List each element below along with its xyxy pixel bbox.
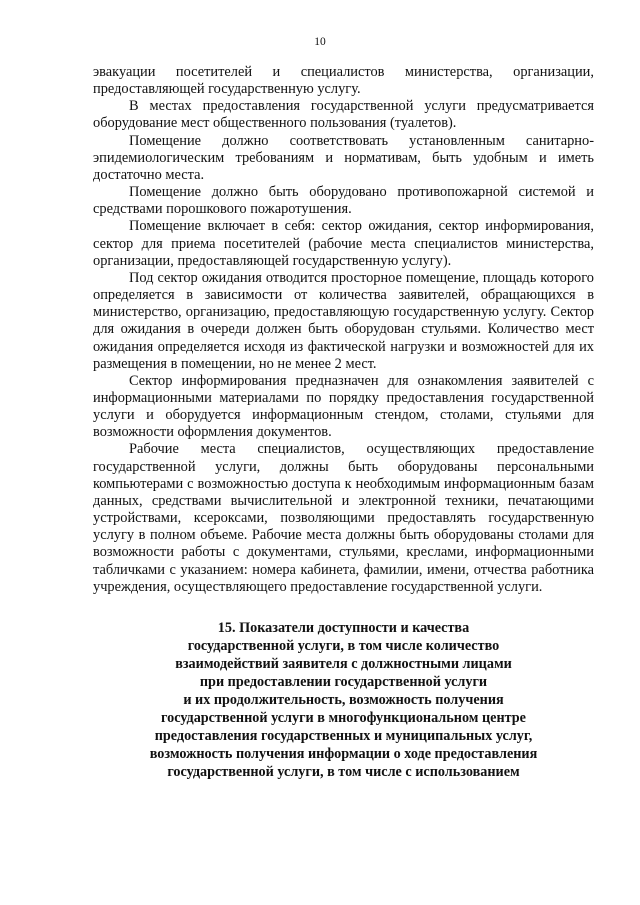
paragraph: Рабочие места специалистов, осуществляющих предоставление государственной услуги, должны быть оборудованы персональными компьютерами с возможностью доступа к необходимым информационным базам данных, средствами вычислительной и электронной техники, печатающими устройствами, ксероксами, позволяющими предоставлять государственную услугу в полном объеме. Рабочие места должны быть оборудованы столами для возможности работы с документами, стульями, креслами, информационными табличками с указанием: номера кабинета, фамилии, имени, отчества работника учреждения, осуществляющего предоставление государственной услуги.: [93, 441, 594, 595]
heading-line: государственной услуги, в том числе с использованием: [167, 763, 520, 780]
page-number: 10: [314, 36, 326, 48]
heading-line: предоставления государственных и муниципальных услуг,: [154, 727, 533, 744]
heading-line: при предоставлении государственной услуги: [199, 673, 488, 690]
document-body: [93, 64, 594, 781]
paragraph: В местах предоставления государственной услуги предусматривается оборудование мест общественного пользования (туалетов).: [93, 98, 594, 132]
section-heading: [93, 619, 594, 781]
heading-line: государственной услуги в многофункциональном центре: [161, 709, 526, 726]
heading-line: возможность получения информации о ходе предоставления: [149, 745, 538, 762]
paragraph: Под сектор ожидания отводится просторное помещение, площадь которого определяется в зависимости от количества заявителей, обращающихся в министерство, организацию, предоставляющую государственную услугу. Сектор для ожидания в очереди должен быть оборудован стульями. Количество мест ожидания определяется исходя из фактической нагрузки и возможностей для их размещения в помещении, но не менее 2 мест.: [93, 269, 594, 372]
paragraph: Помещение включает в себя: сектор ожидания, сектор информирования, сектор для приема посетителей (рабочие места специалистов министерства, организации, предоставляющей государственную услугу).: [93, 218, 594, 269]
paragraph: Помещение должно быть оборудовано противопожарной системой и средствами порошкового пожаротушения.: [93, 184, 594, 218]
paragraph: Сектор информирования предназначен для ознакомления заявителей с информационными материалами по порядку предоставления государственной услуги и оборудуется информационным стендом, столами, стульями для возможности оформления документов.: [93, 372, 594, 441]
heading-line: 15. Показатели доступности и качества: [217, 619, 470, 636]
heading-line: государственной услуги, в том числе количество: [187, 637, 500, 654]
heading-line: и их продолжительность, возможность получения: [183, 691, 504, 708]
paragraph: Помещение должно соответствовать установленным санитарно-эпидемиологическим требованиям и нормативам, быть удобным и иметь достаточно места.: [93, 132, 594, 183]
paragraph: эвакуации посетителей и специалистов министерства, организации, предоставляющей государственную услугу.: [93, 64, 594, 98]
heading-line: взаимодействий заявителя с должностными лицами: [175, 655, 512, 672]
